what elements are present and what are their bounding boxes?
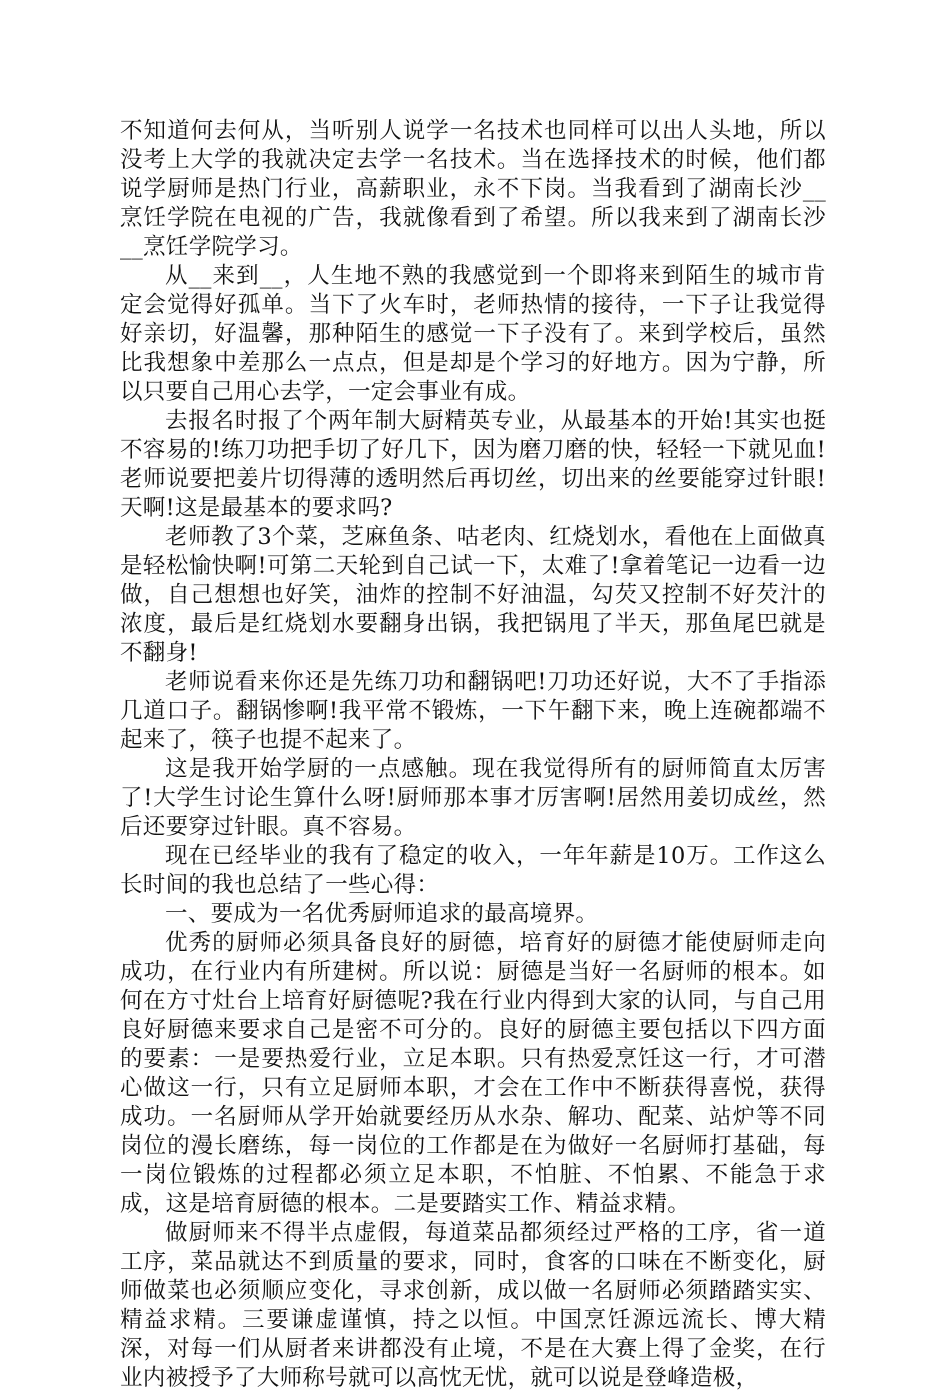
paragraph-6: 这是我开始学厨的一点感触。现在我觉得所有的厨师简直太厉害了!大学生讨论生算什么呀!厨师那本事才厉害啊!居然用姜切成丝，然后还要穿过针眼。真不容易。 — [120, 756, 826, 840]
paragraph-2: 从__来到__，人生地不熟的我感觉到一个即将来到陌生的城市肯定会觉得好孤单。当下了火车时，老师热情的接待，一下子让我觉得好亲切，好温馨，那种陌生的感觉一下子没有了。来到学校后，虽然比我想象中差那么一点点，但是却是个学习的好地方。因为宁静，所以只要自己用心去学，一定会事业有成。 — [120, 263, 826, 405]
paragraph-5: 老师说看来你还是先练刀功和翻锅吧!刀功还好说，大不了手指添几道口子。翻锅惨啊!我平常不锻炼，一下午翻下来，晚上连碗都端不起来了，筷子也提不起来了。 — [120, 669, 826, 753]
document-body — [120, 117, 826, 1393]
paragraph-8: 优秀的厨师必须具备良好的厨德，培育好的厨德才能使厨师走向成功，在行业内有所建树。所以说：厨德是当好一名厨师的根本。如何在方寸灶台上培育好厨德呢?我在行业内得到大家的认同，与自己用良好厨德来要求自己是密不可分的。良好的厨德主要包括以下四方面的要素：一是要热爱行业，立足本职。只有热爱烹饪这一行，才可潜心做这一行，只有立足厨师本职，才会在工作中不断获得喜悦，获得成功。一名厨师从学开始就要经历从水杂、解功、配菜、站炉等不同岗位的漫长磨练，每一岗位的工作都是在为做好一名厨师打基础，每一岗位锻炼的过程都必须立足本职，不怕脏、不怕累、不能急于求成，这是培育厨德的根本。二是要踏实工作、精益求精。 — [120, 930, 826, 1217]
paragraph-4: 老师教了3个菜，芝麻鱼条、咕老肉、红烧划水，看他在上面做真是轻松愉快啊!可第二天轮到自己试一下，太难了!拿着笔记一边看一边做，自己想想也好笑，油炸的控制不好油温，勾芡又控制不好芡汁的浓度，最后是红烧划水要翻身出锅，我把锅甩了半天，那鱼尾巴就是不翻身! — [120, 524, 826, 666]
paragraph-3: 去报名时报了个两年制大厨精英专业，从最基本的开始!其实也挺不容易的!练刀功把手切了好几下，因为磨刀磨的快，轻轻一下就见血!老师说要把姜片切得薄的透明然后再切丝，切出来的丝要能穿过针眼!天啊!这是最基本的要求吗? — [120, 408, 826, 521]
paragraph-1: 不知道何去何从，当听别人说学一名技术也同样可以出人头地，所以没考上大学的我就决定去学一名技术。当在选择技术的时候，他们都说学厨师是热门行业，高薪职业，永不下岗。当我看到了湖南长沙__烹饪学院在电视的广告，我就像看到了希望。所以我来到了湖南长沙__烹饪学院学习。 — [120, 118, 826, 260]
section-heading: 一、要成为一名优秀厨师追求的最高境界。 — [165, 901, 599, 927]
paragraph-7: 现在已经毕业的我有了稳定的收入，一年年薪是10万。工作这么长时间的我也总结了一些心得： — [120, 843, 826, 898]
paragraph-9: 做厨师来不得半点虚假，每道菜品都须经过严格的工序，省一道工序，菜品就达不到质量的要求，同时，食客的口味在不断变化，厨师做菜也必须顺应变化，寻求创新，成以做一名厨师必须踏踏实实、精益求精。三要谦虚谨慎，持之以恒。中国烹饪源远流长、博大精深，对每一们从厨者来讲都没有止境，不是在大赛上得了金奖，在行业内被授予了大师称号就可以高忱无忧，就可以说是登峰造极， — [120, 1220, 826, 1391]
